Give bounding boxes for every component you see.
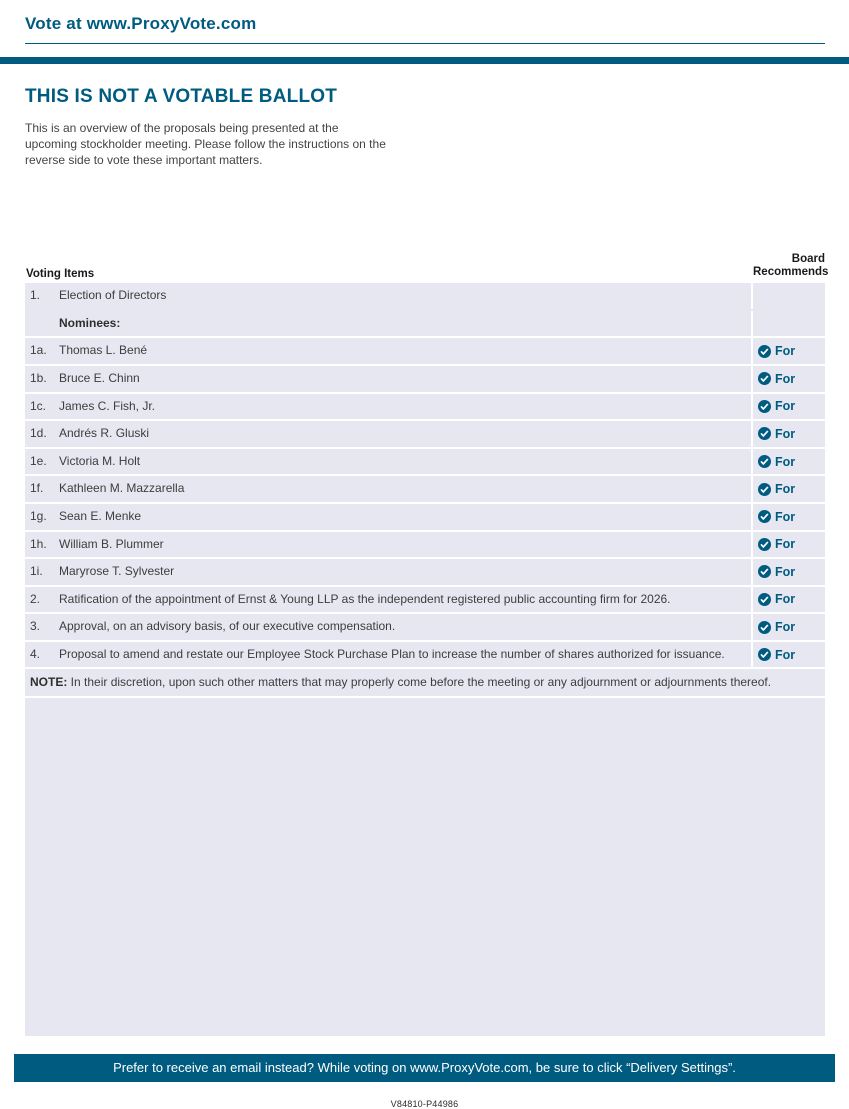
item-text: Andrés R. Gluski xyxy=(59,426,150,441)
intro-description: This is an overview of the proposals being presented at the upcoming stockholder meeting. Please follow the instructions on the reverse side to vote these important matters. xyxy=(25,121,386,168)
item-number: 1d. xyxy=(30,426,47,441)
item-cell xyxy=(25,642,751,668)
table-row xyxy=(25,421,825,449)
document-code: V84810-P44986 xyxy=(390,1098,459,1109)
table-row xyxy=(25,366,825,394)
delivery-settings-banner: Prefer to receive an email instead? While voting on www.ProxyVote.com, be sure to click “Delivery Settings”. xyxy=(14,1054,835,1082)
recommendation-label: For xyxy=(775,620,796,635)
recommendation-label: For xyxy=(775,537,796,552)
item-cell xyxy=(25,283,751,309)
table-row xyxy=(25,532,825,560)
header-thick-bar xyxy=(0,57,849,64)
item-number: 1f. xyxy=(30,481,44,496)
main-content xyxy=(0,86,849,1036)
board-recommendation-cell xyxy=(751,311,825,337)
item-cell xyxy=(25,394,751,420)
not-votable-heading: THIS IS NOT A VOTABLE BALLOT xyxy=(25,86,338,107)
item-cell xyxy=(25,366,751,392)
item-number: 1. xyxy=(30,288,41,303)
recommendation-label: For xyxy=(775,454,796,469)
board-recommendation-cell xyxy=(751,587,825,613)
check-circle-icon xyxy=(758,648,771,661)
board-recommendation-cell xyxy=(751,476,825,502)
item-text: Election of Directors xyxy=(59,288,167,303)
recommendation-label: For xyxy=(775,371,796,386)
item-text: Bruce E. Chinn xyxy=(59,370,140,385)
board-recommendation-cell xyxy=(751,394,825,420)
check-circle-icon xyxy=(758,345,771,358)
board-recommendation-cell xyxy=(751,504,825,530)
note-label: NOTE: xyxy=(30,675,68,690)
item-cell xyxy=(25,614,751,640)
check-circle-icon xyxy=(758,538,771,551)
check-circle-icon xyxy=(758,427,771,440)
item-text: Proposal to amend and restate our Employee Stock Purchase Plan to increase the number of shares authorized for issuance. xyxy=(59,646,725,661)
table-header-row xyxy=(25,252,829,284)
check-circle-icon xyxy=(758,400,771,413)
table-row xyxy=(25,504,825,532)
voting-items-header: Voting Items xyxy=(26,268,95,281)
item-text: Kathleen M. Mazzarella xyxy=(59,481,185,496)
item-number xyxy=(30,316,59,332)
item-text: Victoria M. Holt xyxy=(59,453,141,468)
item-cell xyxy=(25,338,751,364)
check-circle-icon xyxy=(758,455,771,468)
item-number: 1c. xyxy=(30,398,47,413)
note-text: In their discretion, upon such other matters that may properly come before the meeting or any adjournment or adjournments thereof. xyxy=(67,675,772,690)
item-cell xyxy=(25,504,751,530)
table-row xyxy=(25,476,825,504)
board-recommendation-cell xyxy=(751,421,825,447)
item-number: 1a. xyxy=(30,343,47,358)
item-cell xyxy=(25,421,751,447)
item-cell xyxy=(25,532,751,558)
board-recommendation-cell xyxy=(751,642,825,668)
voting-items-table xyxy=(25,252,829,1036)
page-header xyxy=(0,0,849,64)
item-number: 1h. xyxy=(30,536,47,551)
item-number: 4. xyxy=(30,646,41,661)
header-thin-rule xyxy=(25,43,825,44)
item-number: 1b. xyxy=(30,370,47,385)
item-number: 2. xyxy=(30,591,41,606)
recommendation-label: For xyxy=(775,344,796,359)
check-circle-icon xyxy=(758,372,771,385)
item-text: Sean E. Menke xyxy=(59,508,142,523)
table-row xyxy=(25,559,825,587)
item-cell xyxy=(25,449,751,475)
table-row xyxy=(25,642,825,670)
table-row xyxy=(25,311,825,339)
recommendation-label: For xyxy=(775,426,796,441)
recommendation-label: For xyxy=(775,647,796,662)
recommendation-label: For xyxy=(775,592,796,607)
board-recommendation-cell xyxy=(751,614,825,640)
table-row xyxy=(25,587,825,615)
recommendation-label: For xyxy=(775,564,796,579)
item-number: 3. xyxy=(30,619,41,634)
check-circle-icon xyxy=(758,565,771,578)
table-row xyxy=(25,614,825,642)
board-recommendation-cell xyxy=(751,366,825,392)
table-row xyxy=(25,338,825,366)
item-cell xyxy=(25,311,751,337)
item-text: Thomas L. Bené xyxy=(59,343,148,358)
board-recommends-header: Board Recommends xyxy=(753,252,829,279)
item-number: 1e. xyxy=(30,453,47,468)
recommendation-label: For xyxy=(775,399,796,414)
item-text: Ratification of the appointment of Ernst & Young LLP as the independent registered public accounting firm for 2026. xyxy=(59,591,671,606)
recommendation-label: For xyxy=(775,482,796,497)
item-text: Maryrose T. Sylvester xyxy=(59,564,175,579)
item-text: Nominees: xyxy=(59,315,121,330)
board-recommendation-cell xyxy=(751,449,825,475)
table-row xyxy=(25,394,825,422)
board-recommendation-cell xyxy=(751,283,825,309)
item-cell xyxy=(25,559,751,585)
check-circle-icon xyxy=(758,621,771,634)
table-row xyxy=(25,449,825,477)
item-number: 1i. xyxy=(30,564,43,579)
item-text: James C. Fish, Jr. xyxy=(59,398,156,413)
item-cell xyxy=(25,587,751,613)
check-circle-icon xyxy=(758,483,771,496)
item-text: William B. Plummer xyxy=(59,536,164,551)
check-circle-icon xyxy=(758,593,771,606)
table-rows xyxy=(25,283,825,669)
header-title: Vote at www.ProxyVote.com xyxy=(25,14,257,33)
note-row xyxy=(25,669,825,697)
board-recommendation-cell xyxy=(751,338,825,364)
table-empty-area xyxy=(25,698,825,1036)
table-row xyxy=(25,283,825,311)
item-number: 1g. xyxy=(30,508,47,523)
recommendation-label: For xyxy=(775,509,796,524)
board-recommendation-cell xyxy=(751,532,825,558)
item-cell xyxy=(25,476,751,502)
item-text: Approval, on an advisory basis, of our executive compensation. xyxy=(59,619,396,634)
check-circle-icon xyxy=(758,510,771,523)
board-recommendation-cell xyxy=(751,559,825,585)
